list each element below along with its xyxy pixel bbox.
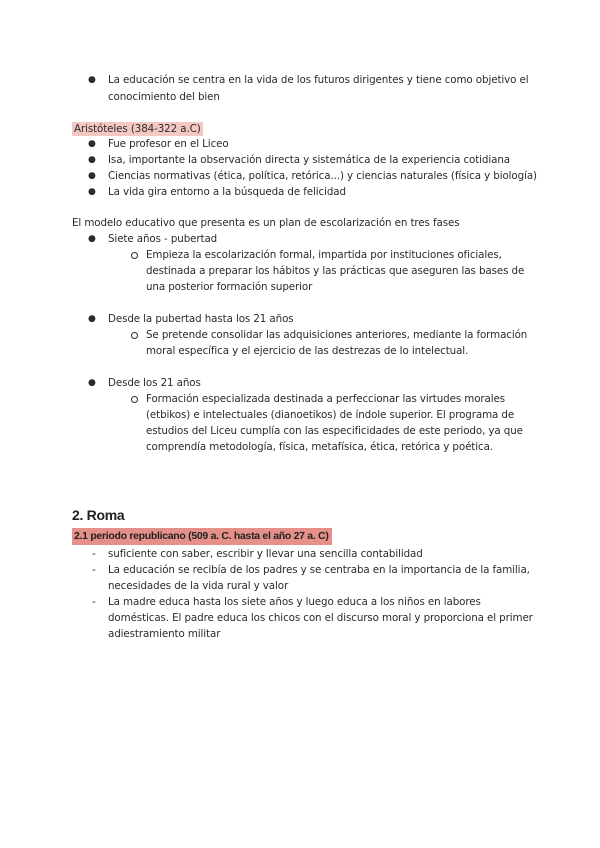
phase2-title: Desde la pubertad hasta los 21 años — [108, 313, 294, 325]
bullet-dot: ● — [88, 234, 96, 244]
phase2-line-2: moral específica y el ejercicio de las destrezas de lo intelectual. — [146, 345, 469, 357]
phase3-line-2: (etbikos) e intelectuales (dianoetikos) de índole superior. El programa de — [146, 409, 515, 421]
phase1-line-1: Empieza la escolarización formal, impartida por instituciones oficiales, — [146, 249, 502, 261]
roma-item-3-line-1: La madre educa hasta los siete años y luego educa a los niños en labores — [108, 596, 481, 608]
bullet-dot: ● — [88, 155, 96, 165]
phase2-line-1: Se pretende consolidar las adquisiciones anteriores, mediante la formación — [146, 329, 528, 341]
dash-bullet: - — [92, 564, 96, 576]
dash-bullet: - — [92, 596, 96, 608]
modelo-intro: El modelo educativo que presenta es un plan de escolarización en tres fases — [72, 217, 460, 229]
roma-item-2-line-1: La educación se recibía de los padres y se centraba en la importancia de la familia, — [108, 564, 530, 576]
roma-item-2-line-2: necesidades de la vida rural y valor — [108, 580, 289, 592]
bullet-dot: ● — [88, 314, 96, 324]
aristoteles-bullet-1: Fue profesor en el Liceo — [108, 138, 229, 150]
bullet-dot: ● — [88, 187, 96, 197]
circle-bullet — [131, 252, 138, 259]
circle-bullet — [131, 396, 138, 403]
roma-item-3-line-3: adiestramiento militar — [108, 628, 221, 640]
aristoteles-bullet-3: Ciencias normativas (ética, política, retórica...) y ciencias naturales (física y biología) — [108, 170, 537, 182]
phase3-line-1: Formación especializada destinada a perfeccionar las virtudes morales — [146, 393, 505, 405]
aristoteles-heading — [72, 121, 203, 137]
aristoteles-heading-highlight: Aristóteles (384-322 a.C) — [74, 123, 201, 135]
bullet-dot: ● — [88, 139, 96, 149]
phase1-line-2: destinada a preparar los hábitos y las prácticas que aseguren las bases de — [146, 265, 525, 277]
circle-bullet — [131, 332, 138, 339]
phase3-line-3: estudios del Liceu cumplía con las especificidades de este periodo, ya que — [146, 425, 523, 437]
phase3-title: Desde los 21 años — [108, 377, 201, 389]
intro-line-2: conocimiento del bien — [108, 91, 220, 103]
roma-item-3-line-2: domésticas. El padre educa los chicos con el discurso moral y proporciona el primer — [108, 612, 533, 624]
aristoteles-bullet-2: Isa, importante la observación directa y sistemática de la experiencia cotidiana — [108, 154, 510, 166]
bullet-dot: ● — [88, 171, 96, 181]
phase3-line-4: comprendía metodología, física, metafísica, ética, retórica y poética. — [146, 441, 493, 453]
bullet-dot: ● — [88, 75, 96, 85]
phase1-title: Siete años - pubertad — [108, 233, 218, 245]
roma-subheading: 2.1 periodo republicano (509 a. C. hasta el año 27 a. C) — [72, 528, 332, 545]
roma-item-1-line-1: suficiente con saber, escribir y llevar una sencilla contabilidad — [108, 548, 423, 560]
phase1-line-3: una posterior formación superior — [146, 281, 313, 293]
intro-line-1: La educación se centra en la vida de los futuros dirigentes y tiene como objetivo el — [108, 74, 529, 86]
dash-bullet: - — [92, 548, 96, 560]
bullet-dot: ● — [88, 378, 96, 388]
aristoteles-bullet-4: La vida gira entorno a la búsqueda de felicidad — [108, 186, 346, 198]
roma-heading: 2. Roma — [72, 507, 125, 523]
